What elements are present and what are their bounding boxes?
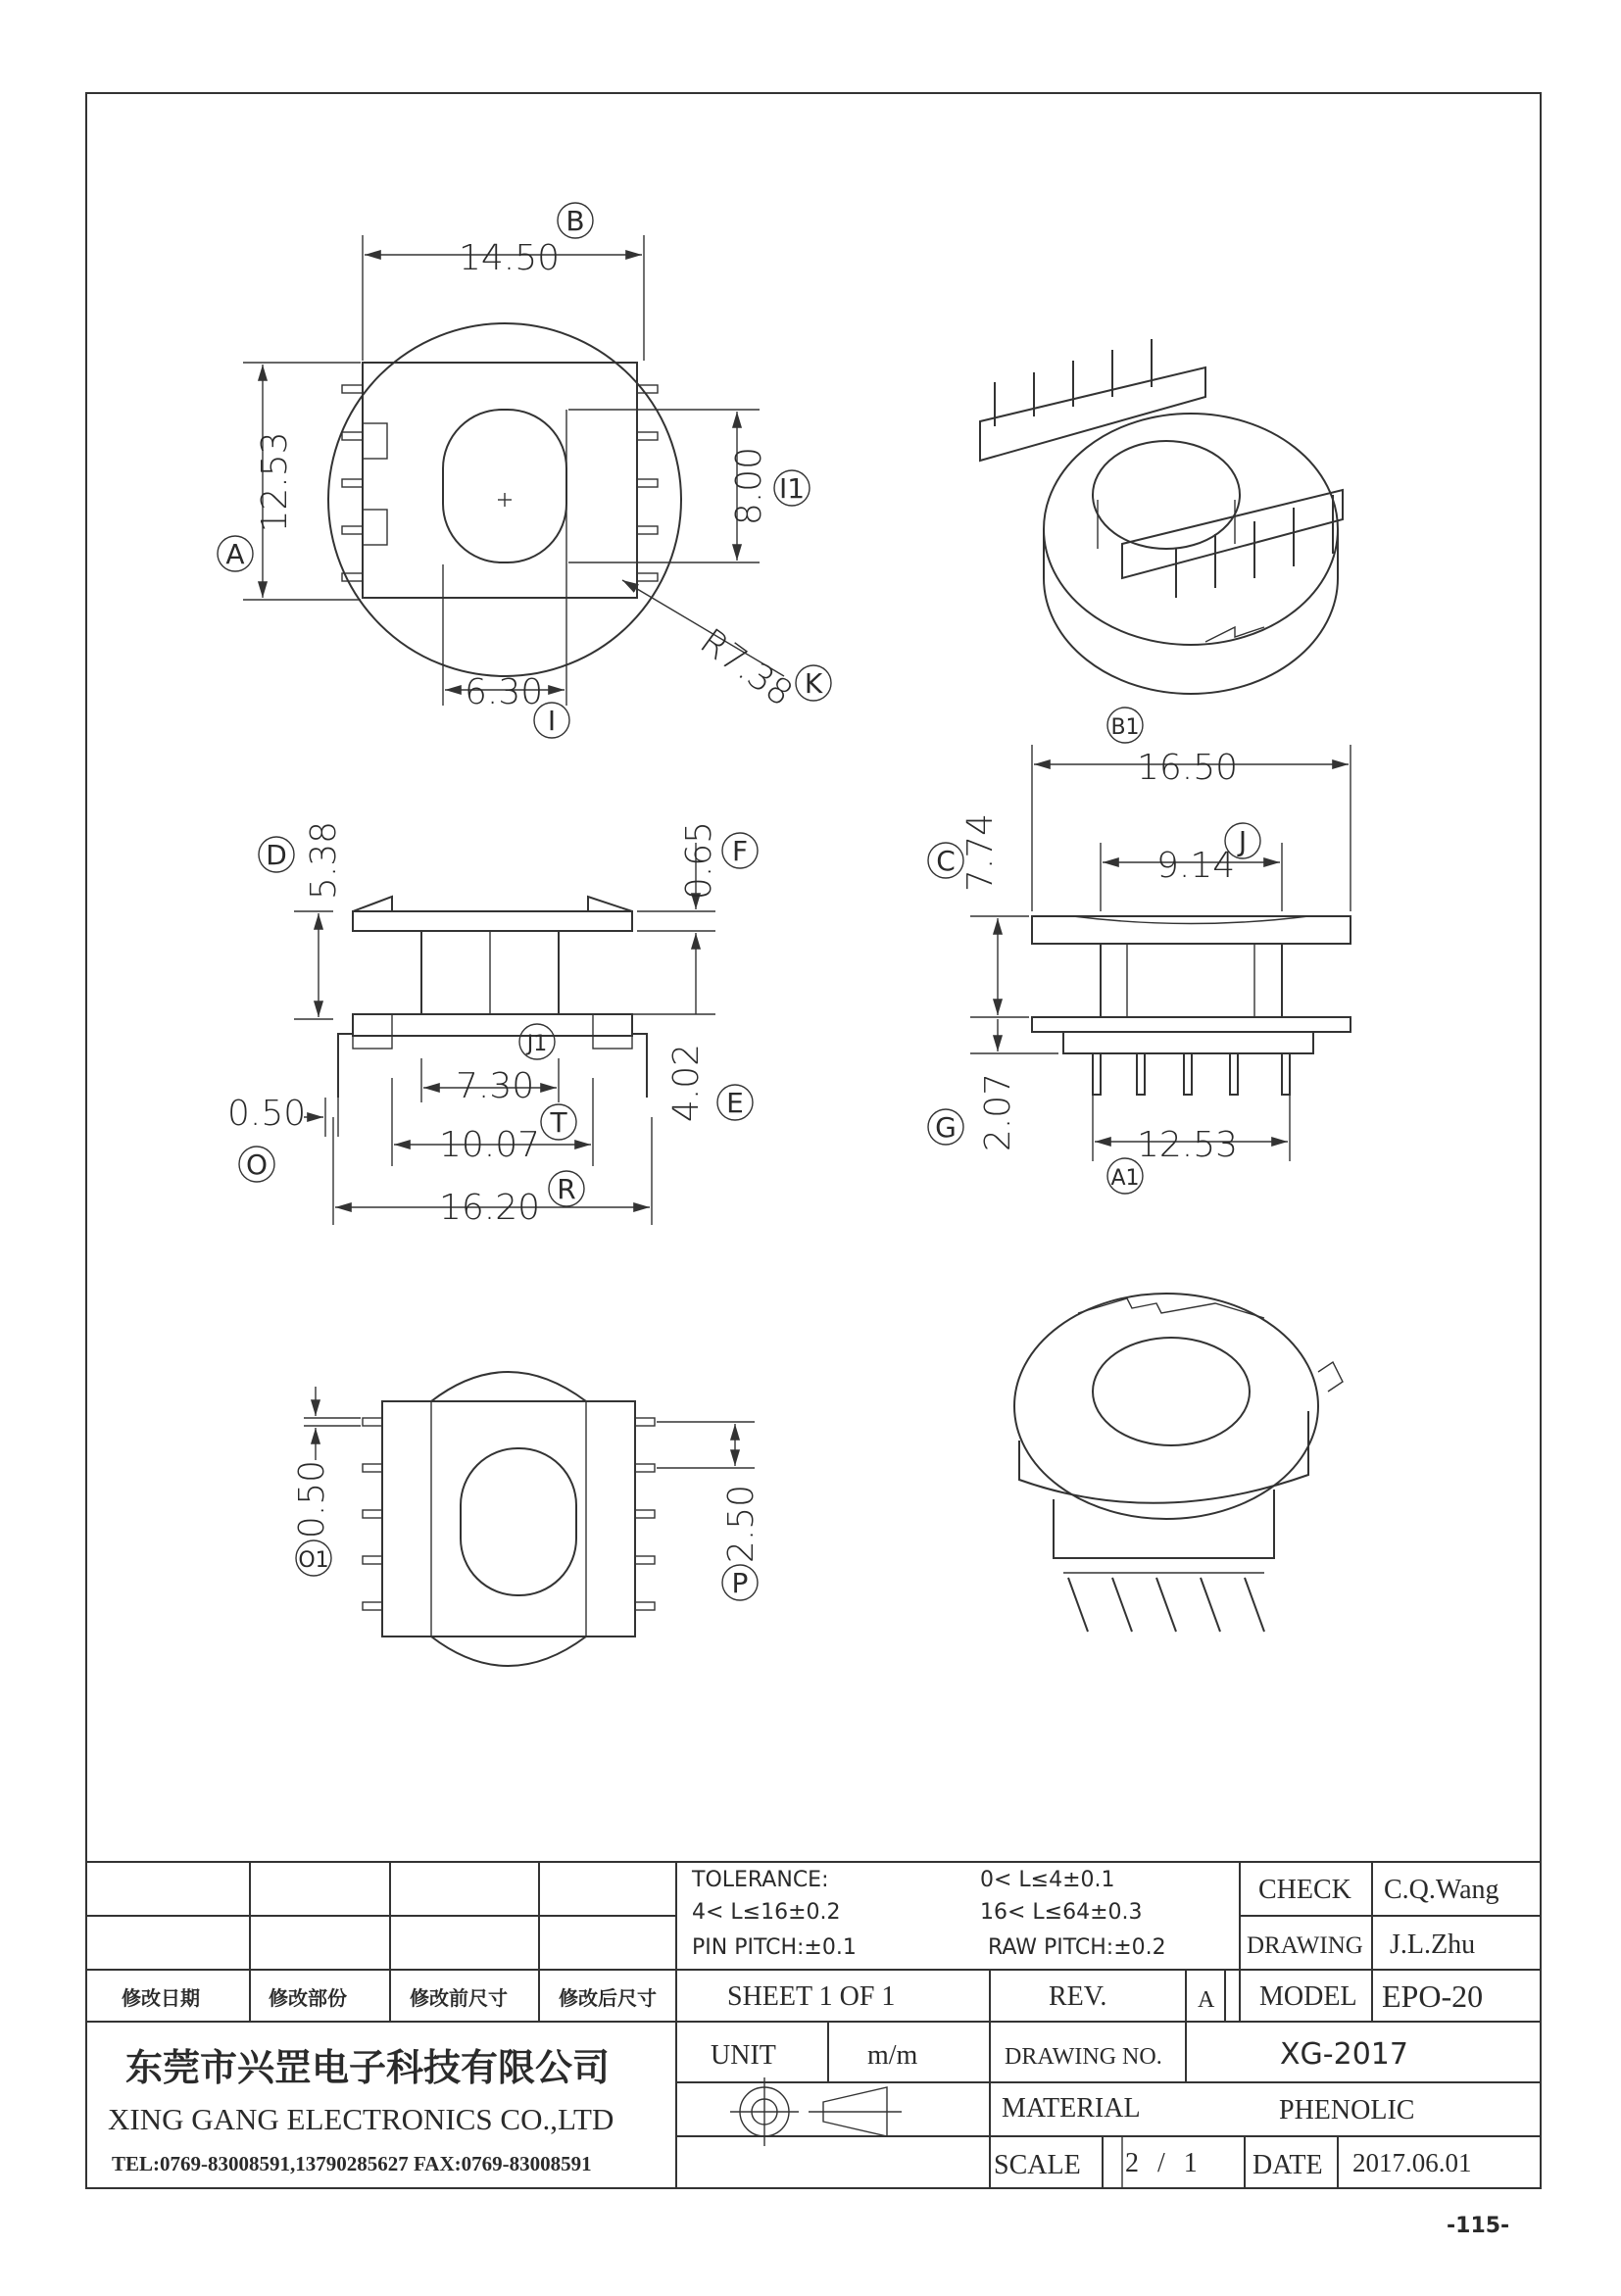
dim-a1-value: 12.53 (1137, 1125, 1239, 1165)
iso-view-bottom (1014, 1294, 1343, 1632)
label-e: E (726, 1087, 744, 1119)
unit-value: m/m (867, 2040, 918, 2071)
tolerance-1: 0< L≤4±0.1 (980, 1868, 1115, 1892)
drawing-label: DRAWING (1247, 1932, 1363, 1959)
rev-value: A (1198, 1987, 1215, 2013)
dim-o-value: 0.50 (227, 1094, 307, 1134)
drawing-no-value: XG-2017 (1280, 2037, 1408, 2072)
dim-e-value: 4.02 (666, 1043, 707, 1123)
dim-a-value: 12.53 (255, 431, 295, 533)
pin-pitch: PIN PITCH:±0.1 (692, 1935, 857, 1960)
dim-i-value: 6.30 (465, 672, 544, 712)
drawing-no-label: DRAWING NO. (1005, 2044, 1162, 2070)
check-label: CHECK (1258, 1875, 1351, 1905)
company-name-en: XING GANG ELECTRONICS CO.,LTD (108, 2102, 614, 2136)
dim-j-value: 9.14 (1156, 846, 1236, 886)
model-label: MODEL (1259, 1981, 1357, 2012)
label-t: T (550, 1106, 567, 1139)
label-a: A (225, 538, 245, 570)
date-value: 2017.06.01 (1352, 2148, 1472, 2177)
label-balloons (218, 203, 1260, 1600)
side-view (970, 745, 1351, 1161)
raw-pitch: RAW PITCH:±0.2 (988, 1935, 1166, 1960)
label-b: B (565, 205, 585, 237)
dim-k-value: R7.38 (692, 621, 800, 715)
drawing-value: J.L.Zhu (1390, 1930, 1476, 1960)
dim-b-value: 14.50 (459, 238, 561, 278)
iso-view-top (980, 339, 1343, 694)
label-p: P (731, 1567, 749, 1599)
rev-header-part: 修改部份 (269, 1986, 347, 2010)
date-label: DATE (1253, 2150, 1323, 2180)
label-o1: O1 (298, 1548, 329, 1573)
front-view (294, 843, 715, 1225)
dim-o1-value: 0.50 (292, 1459, 332, 1539)
material-value: PHENOLIC (1279, 2095, 1415, 2125)
tolerance-2: 4< L≤16±0.2 (692, 1900, 841, 1925)
dim-r-value: 16.20 (439, 1188, 541, 1228)
label-r: R (557, 1173, 576, 1205)
label-i: I (547, 705, 557, 737)
model-value: EPO-20 (1382, 1978, 1484, 2014)
dim-j1-value: 7.30 (456, 1066, 535, 1106)
company-name-cn: 东莞市兴罡电子科技有限公司 (125, 2046, 611, 2089)
company-contact: TEL:0769-83008591,13790285627 FAX:0769-83008591 (112, 2152, 592, 2175)
rev-header-after: 修改后尺寸 (559, 1986, 657, 2010)
dim-g-value: 2.07 (978, 1072, 1018, 1152)
tolerance-label: TOLERANCE: (692, 1868, 829, 1892)
label-g: G (935, 1111, 957, 1144)
label-o: O (245, 1148, 269, 1181)
label-i1: I1 (778, 472, 806, 505)
rev-header-before: 修改前尺寸 (410, 1986, 508, 2010)
tolerance-3: 16< L≤64±0.3 (980, 1900, 1143, 1925)
dim-f-value: 0.65 (679, 820, 719, 901)
label-c: C (936, 845, 956, 877)
check-value: C.Q.Wang (1384, 1875, 1499, 1905)
scale-value: 2 / 1 (1125, 2148, 1203, 2178)
dim-d-value: 5.38 (304, 820, 344, 901)
scale-label: SCALE (994, 2150, 1081, 2180)
label-j: J (1238, 825, 1248, 857)
unit-label: UNIT (711, 2040, 776, 2071)
dim-t-value: 10.07 (439, 1125, 541, 1165)
label-f: F (731, 835, 749, 867)
label-a1: A1 (1110, 1166, 1140, 1191)
sheet-text: SHEET 1 OF 1 (727, 1981, 896, 2012)
top-view (243, 235, 784, 706)
bottom-view (304, 1372, 755, 1666)
dim-b1-value: 16.50 (1137, 748, 1239, 788)
material-label: MATERIAL (1002, 2093, 1141, 2124)
rev-label: REV. (1049, 1981, 1107, 2012)
label-j1: J1 (526, 1032, 548, 1056)
label-d: D (266, 839, 287, 871)
label-b1: B1 (1110, 715, 1140, 740)
label-k: K (804, 667, 823, 700)
dim-i1-value: 8.00 (729, 446, 769, 526)
page-number: -115- (1447, 2214, 1510, 2238)
dim-p-value: 2.50 (721, 1484, 761, 1564)
dim-c-value: 7.74 (960, 812, 1001, 893)
rev-header-date: 修改日期 (122, 1986, 200, 2010)
